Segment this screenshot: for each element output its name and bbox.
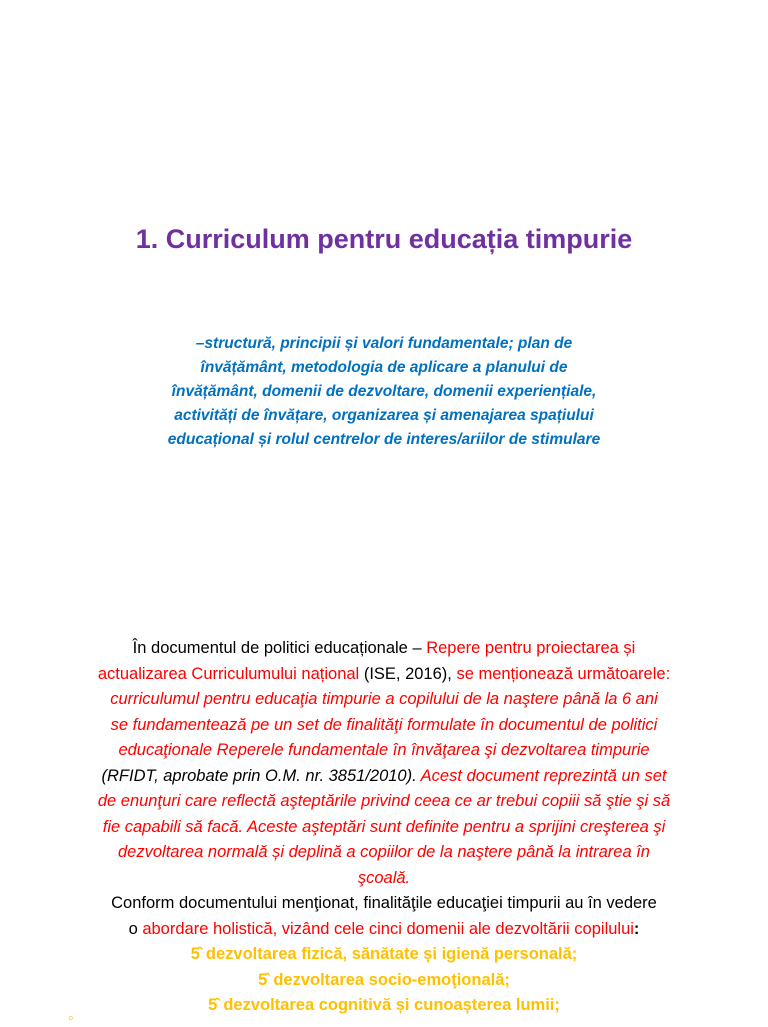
citation-text: (RFIDT, aprobate prin O.M. nr. 3851/2010). [101,766,417,785]
body-text-segment: o [128,919,143,938]
body-line: educaţionale Reperele fundamentale în învăţarea şi dezvoltarea timpurie [118,741,650,759]
body-line [10,917,758,943]
body-line [10,636,758,662]
bullet-text: dezvoltarea socio-emoţională; [273,970,510,989]
body-line [10,662,758,688]
body-line: şcoală. [357,868,411,887]
body-line: se fundamentează pe un set de finalităţi formulate în documentul de politici [110,715,658,734]
subtitle-line: învățământ, domenii de dezvoltare, domenii experiențiale, [171,383,597,400]
subtitle-line: activități de învățare, organizarea și amenajarea spațiului [174,407,594,424]
bullet-item [10,993,758,1019]
document-reference: Repere pentru proiectarea și [426,639,636,657]
subtitle-line: educațional și rolul centrelor de interes/ariilor de stimulare [167,431,601,448]
bullet-icon: 5̂ [208,996,218,1014]
body-text-segment: (ISE, 2016), [359,664,457,683]
slide-title: 1. Curriculum pentru educația timpurie [135,224,633,254]
body-line: Conform documentului menţionat, finalităţile educaţiei timpurii au în vedere [111,894,657,912]
body-text-segment: În documentul de politici educaționale – [132,639,427,657]
partial-bullet-icon: ◦ [68,1010,74,1027]
bullet-icon: 5̂ [190,945,200,963]
body-line: dezvoltarea normală și deplină a copiilor de la naştere până la intrarea în [118,843,650,861]
body-line: curriculumul pentru educaţia timpurie a copilului de la naştere până la 6 ani [110,690,658,708]
body-line: fie capabili să facă. Aceste aşteptări sunt definite pentru a sprijini creşterea şi [102,817,666,836]
bullet-icon: 5̂ [258,970,268,989]
highlight-text: Acest document reprezintă un set [416,766,667,785]
highlight-text: abordare holistică, vizând cele cinci domenii ale dezvoltării copilului [142,919,634,938]
slide-subtitle [120,332,648,452]
body-paragraph [10,636,758,1019]
bullet-text: dezvoltarea fizică, sănătate și igienă personală; [205,945,578,963]
body-text-segment: : [633,919,640,938]
document-reference: actualizarea Curriculumului național [97,664,360,683]
bullet-item [10,942,758,968]
bullet-text: dezvoltarea cognitivă și cunoașterea lumii; [223,996,560,1014]
bullet-item [10,968,758,994]
subtitle-line: învățământ, metodologia de aplicare a planului de [200,359,568,376]
subtitle-line: –structură, principii și valori fundamentale; plan de [195,335,573,352]
body-line: de enunţuri care reflectă aşteptările privind ceea ce ar trebui copiii să ştie şi să [97,792,671,810]
highlight-text: se menționează următoarele: [456,664,671,683]
body-line [10,764,758,790]
